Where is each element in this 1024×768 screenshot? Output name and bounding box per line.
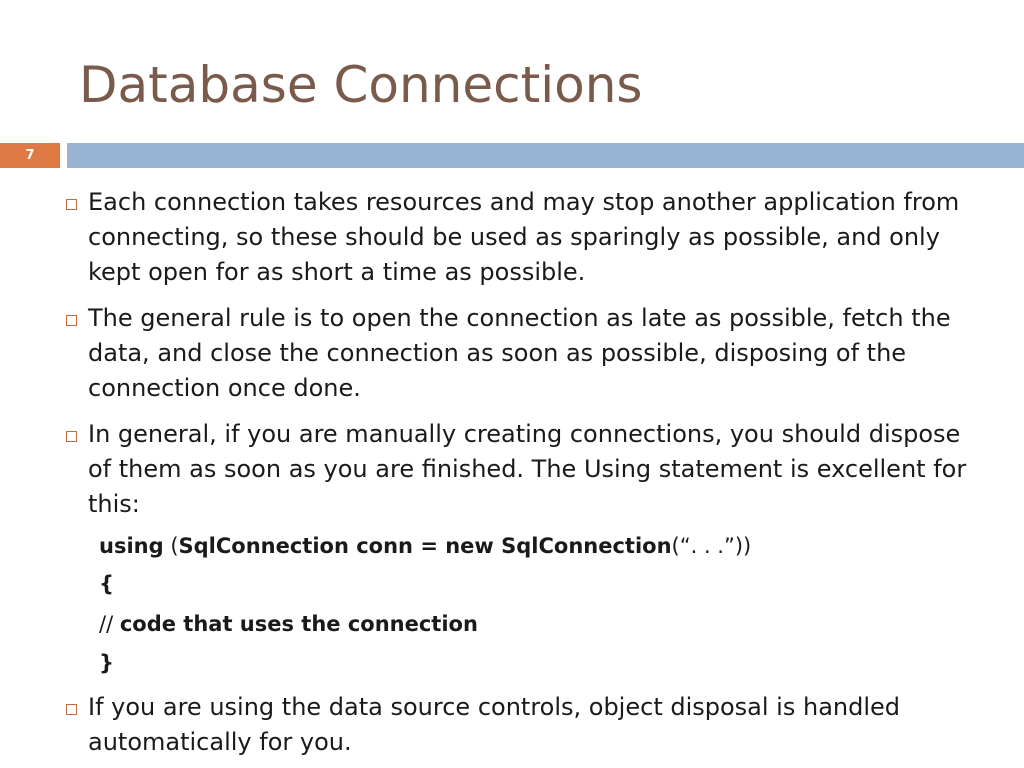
bullet-item [88, 301, 988, 406]
code-args: (“. . .”)) [671, 534, 752, 558]
code-line-close-brace [99, 648, 114, 678]
code-paren: ( [163, 534, 179, 558]
square-bullet-icon [66, 199, 77, 210]
bullet-item [88, 690, 988, 760]
code-comment-text: code that uses the connection [119, 612, 478, 636]
code-comment-slashes: // [99, 612, 120, 636]
code-line-open-brace [99, 569, 114, 599]
code-brace: } [99, 651, 114, 675]
slide-number-badge: 7 [0, 143, 60, 168]
slide-title: Database Connections [79, 56, 643, 114]
bullet-item [88, 185, 988, 290]
code-brace: { [99, 572, 114, 596]
code-line-comment [99, 609, 478, 639]
square-bullet-icon [66, 315, 77, 326]
code-keyword: using [99, 534, 164, 558]
bullet-text: Each connection takes resources and may stop another application from connecting, so these should be used as sparingly as possible, and only kept open for as short a time as possible. [88, 188, 960, 286]
square-bullet-icon [66, 704, 77, 715]
bullet-text: If you are using the data source controls, object disposal is handled automatically for you. [88, 693, 901, 756]
bullet-text: The general rule is to open the connection as late as possible, fetch the data, and close the connection as soon as possible, disposing of the connection once done. [88, 304, 951, 402]
code-declaration: SqlConnection conn = new SqlConnection [178, 534, 672, 558]
square-bullet-icon [66, 431, 77, 442]
bullet-text: In general, if you are manually creating connections, you should dispose of them as soon as you are finished. The Using statement is excellent for this: [88, 420, 967, 518]
code-line-using [99, 531, 751, 561]
bullet-item [88, 417, 988, 522]
